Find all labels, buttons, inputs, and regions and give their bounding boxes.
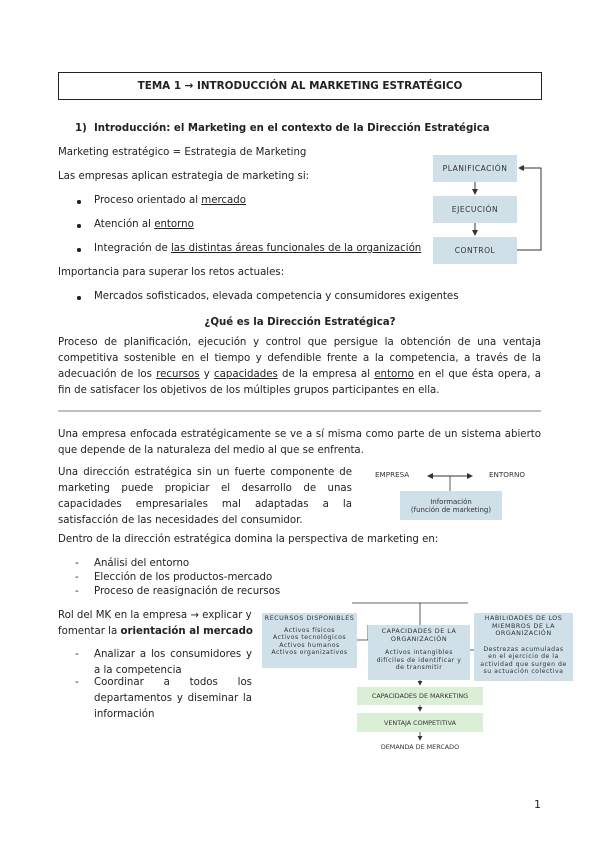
dash-item: Análisi del entorno — [94, 558, 190, 569]
link-entorno: entorno — [154, 219, 194, 230]
direccion-paragraph: Una dirección estratégica sin un fuerte componente de marketing puede propiciar el desarrollo de unas capacidades empresariales mal adaptadas a la satisfacción de las necesidades del consumidor. — [58, 467, 352, 526]
dash: - — [75, 558, 79, 569]
bullet-areas: Integración de las distintas áreas funcionales de la organización — [94, 243, 422, 254]
label-entorno: ENTORNO — [489, 470, 525, 479]
flow-control: CONTROL — [433, 237, 517, 264]
section-heading: Introducción: el Marketing en el contexto de la Dirección Estratégica — [94, 123, 490, 134]
label-empresa: EMPRESA — [375, 470, 410, 479]
domina-text: Dentro de la dirección estratégica domina la perspectiva de marketing en: — [58, 534, 439, 545]
dash-item: Elección de los productos-mercado — [94, 572, 273, 583]
info-box: Información (función de marketing) — [400, 491, 502, 520]
rol-line1: Rol del MK en la empresa → explicar y — [58, 610, 252, 621]
line-recursos — [357, 625, 368, 640]
cap-marketing-box: CAPACIDADES DE MARKETING — [357, 687, 483, 705]
section-number: 1) — [75, 123, 87, 134]
page-number: 1 — [534, 798, 541, 811]
capacidades-box: CAPACIDADES DE LA ORGANIZACIÓN Activos intangibles difíciles de identificar y de transmitir — [368, 625, 470, 680]
definition-paragraph: Proceso de planificación, ejecución y control que persigue la obtención de una ventaja competitiva sostenible en el tiempo y defendible frente a la competencia, a través de la adecuación de los recursos y capacidades de la empresa al entorno en el que ésta opera, a fin de satisfacer los objetivos de los múltiples grupos participantes en ella. — [58, 337, 542, 396]
link-areas: las distintas áreas funcionales de la organización — [170, 243, 422, 254]
bullet-mercado: Proceso orientado al mercado — [94, 195, 246, 206]
demanda-label: DEMANDA DE MERCADO — [380, 743, 460, 751]
importancia-text: Importancia para superar los retos actuales: — [58, 267, 285, 278]
equation-text: Marketing estratégico = Estrategia de Marketing — [58, 147, 307, 158]
dash: - — [75, 649, 79, 660]
dash: - — [75, 572, 79, 583]
flow-ejecucion: EJECUCIÓN — [433, 196, 517, 223]
bullet-retos: Mercados sofisticados, elevada competencia y consumidores exigentes — [94, 291, 459, 302]
sistema-paragraph: Una empresa enfocada estratégicamente se ve a sí misma como parte de un sistema abierto que depende de la naturaleza del medio al que se enfrenta. — [58, 429, 541, 456]
rol-item: Coordinar a todos los departamentos y diseminar la información — [94, 677, 252, 720]
bullet-entorno: Atención al entorno — [94, 219, 194, 230]
dash: - — [75, 586, 79, 597]
bullet-dot — [77, 296, 81, 300]
subheading: ¿Qué es la Dirección Estratégica? — [204, 317, 396, 328]
rol-item: Analizar a los consumidores y a la competencia — [94, 649, 252, 676]
link-mercado: mercado — [201, 195, 246, 206]
flow-planificacion: PLANIFICACIÓN — [433, 155, 517, 182]
aplican-text: Las empresas aplican estrategia de marketing si: — [58, 171, 310, 182]
arrow-control-loop — [517, 168, 541, 250]
recursos-box: RECURSOS DISPONIBLES Activos físicos Activos tecnológicos Activos humanos Activos organizativos — [262, 613, 357, 668]
rol-line2: fomentar la orientación al mercado — [58, 626, 253, 637]
ventaja-box: VENTAJA COMPETITIVA — [357, 713, 483, 732]
dash: - — [75, 677, 79, 688]
dash-item: Proceso de reasignación de recursos — [94, 586, 281, 597]
page-title: TEMA 1 → INTRODUCCIÓN AL MARKETING ESTRATÉGICO — [58, 72, 542, 100]
habilidades-box: HABILIDADES DE LOS MIEMBROS DE LA ORGANIZACIÓN Destrezas acumuladas en el ejercicio de la actividad que surgen de su actuación colectiva — [474, 613, 573, 681]
